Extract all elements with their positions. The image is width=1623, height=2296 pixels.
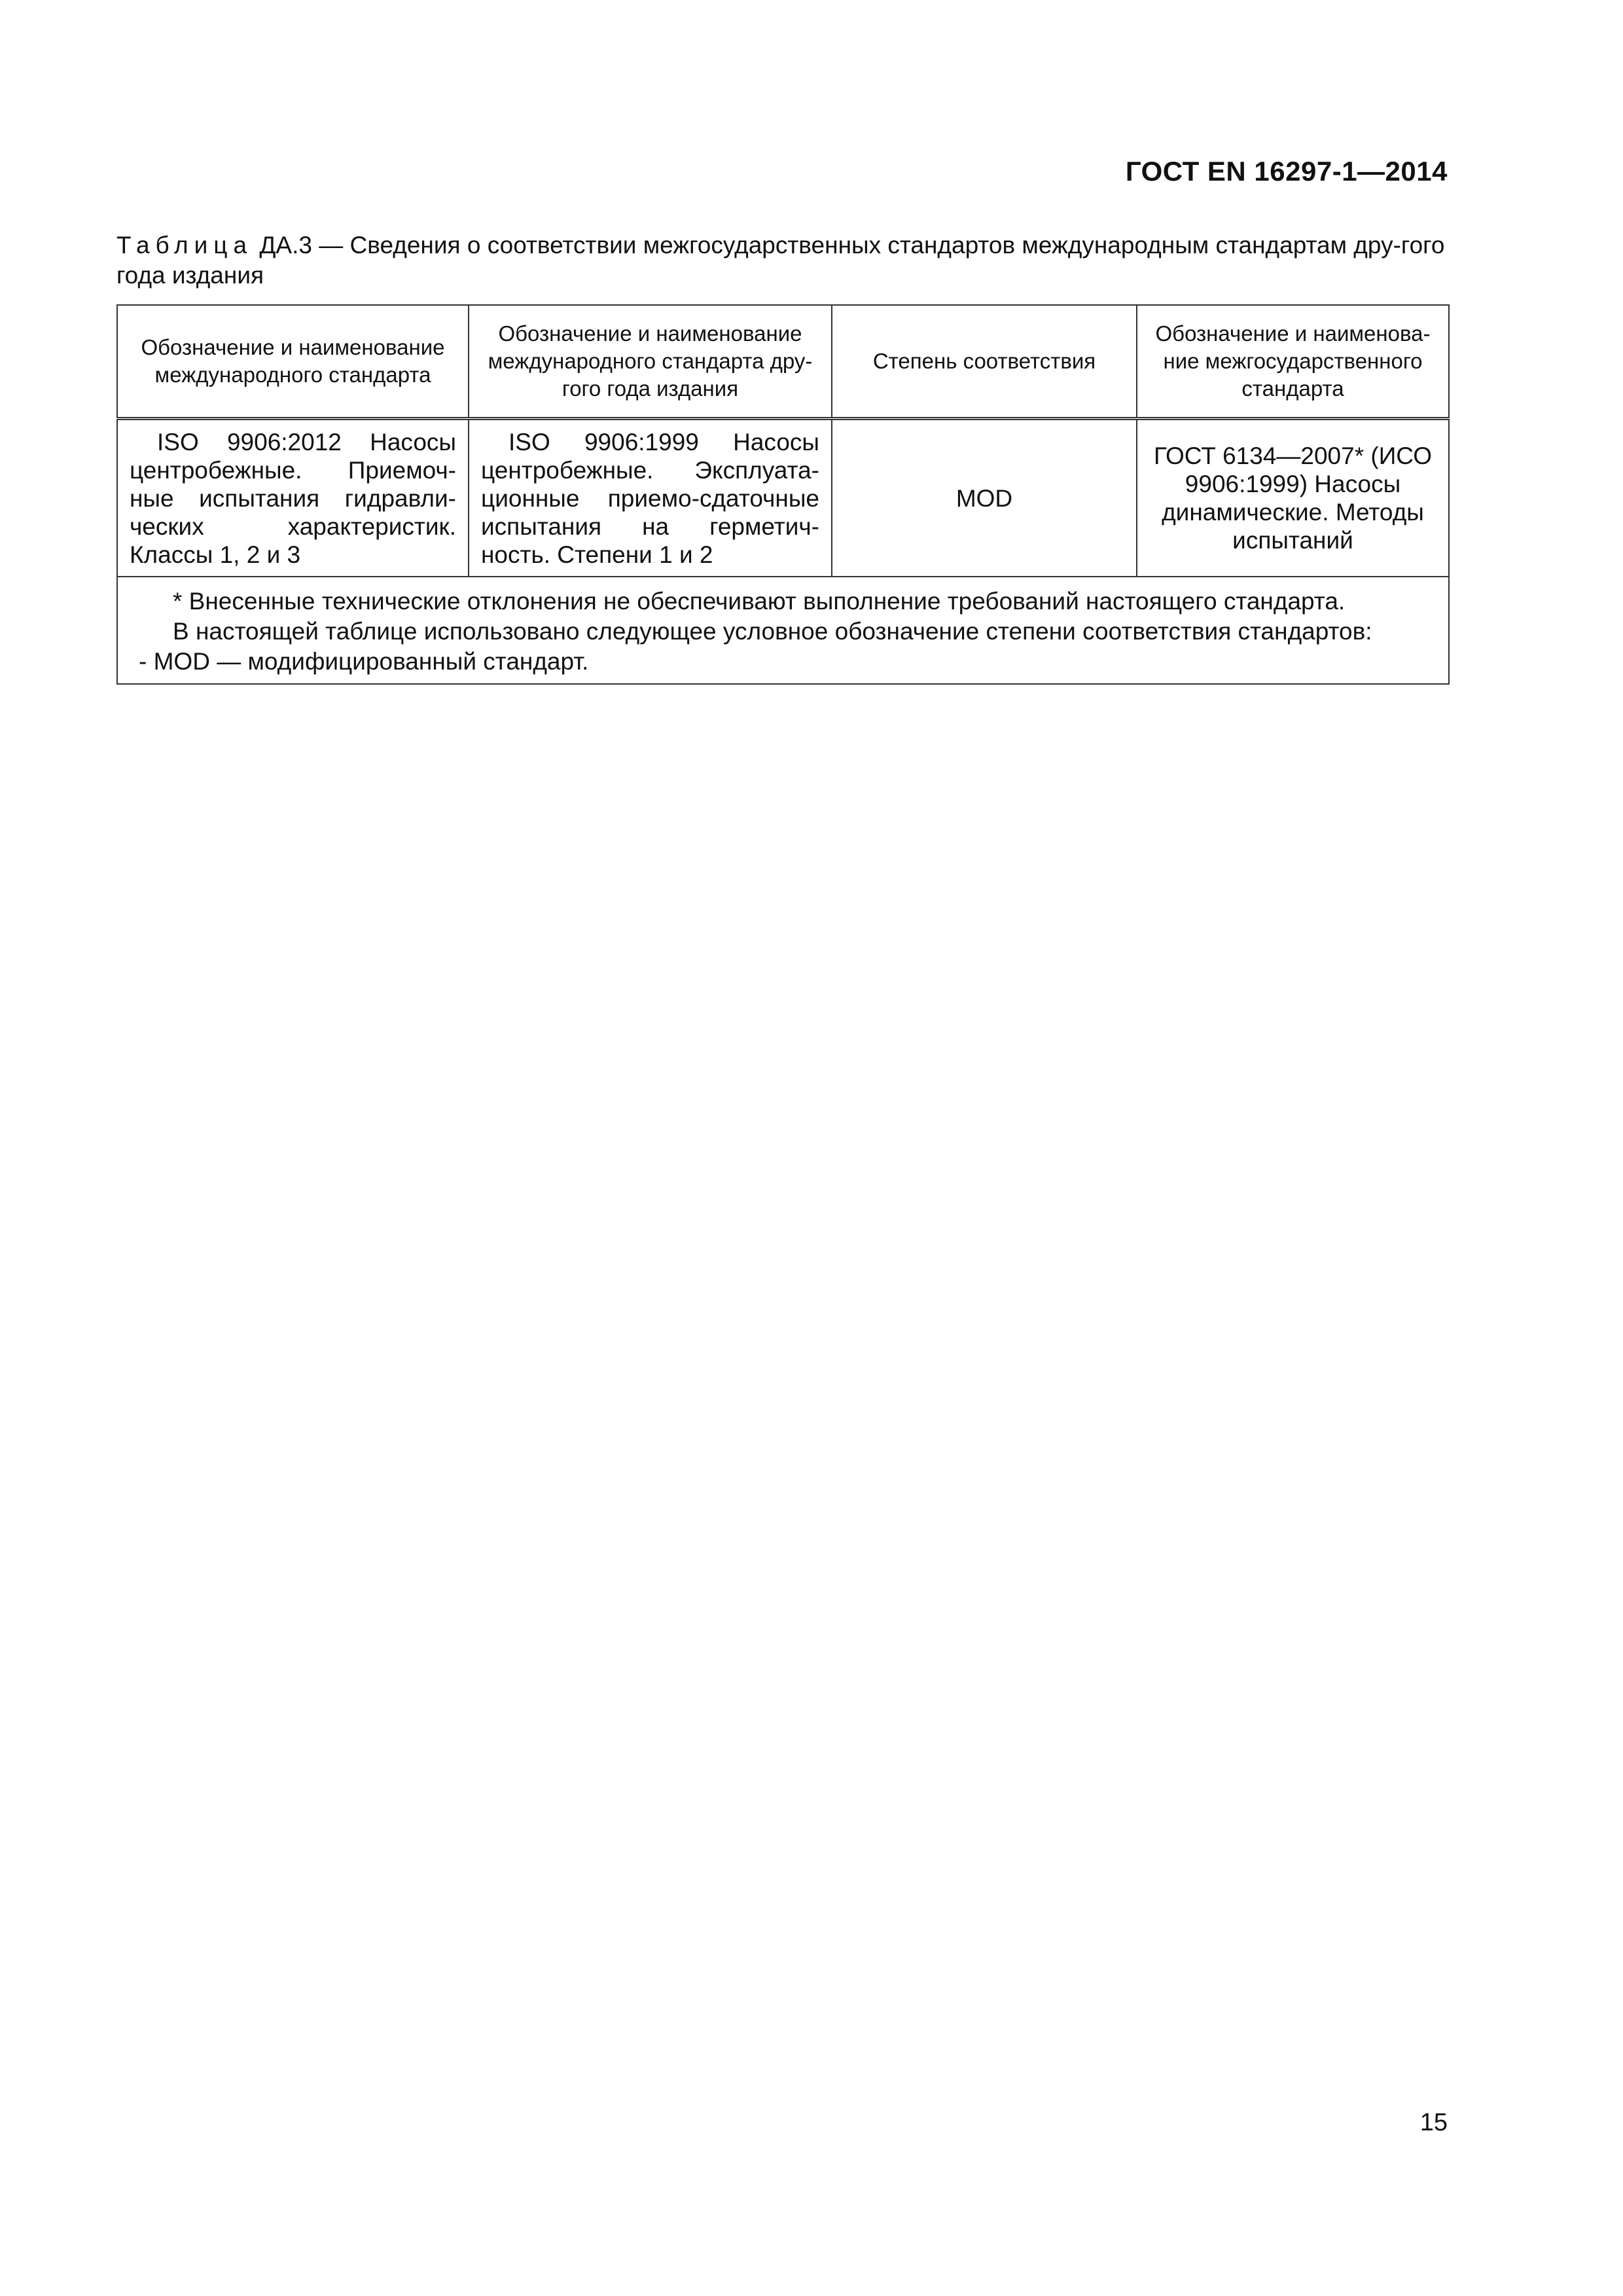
document-code: ГОСТ EN 16297-1—2014 bbox=[1125, 156, 1448, 187]
correspondence-table bbox=[116, 304, 1450, 685]
table-notes bbox=[117, 577, 1449, 684]
page-number: 15 bbox=[1419, 2109, 1448, 2136]
table-caption bbox=[116, 230, 1448, 291]
column-header-degree: Степень соответствия bbox=[832, 305, 1137, 419]
column-header-interstate-standard: Обозначение и наименова-ние межгосударственного стандарта bbox=[1137, 305, 1449, 419]
table-caption-text: — Сведения о соответствии межгосударственных стандартов международным стандартам дру-гого года издания bbox=[116, 232, 1445, 289]
cell-intl-standard bbox=[117, 419, 469, 577]
table-header-row bbox=[117, 305, 1449, 419]
note-mod-definition: - MOD — модифицированный стандарт. bbox=[139, 648, 589, 675]
table-notes-row bbox=[117, 577, 1449, 684]
cell-interstate-standard: ГОСТ 6134—2007* (ИСО 9906:1999) Насосы динамические. Методы испытаний bbox=[1137, 419, 1449, 577]
note-footnote: * Внесенные технические отклонения не обеспечивают выполнение требований настоящего стандарта. bbox=[173, 588, 1346, 615]
note-legend: В настоящей таблице использовано следующее условное обозначение степени соответствия стандартов: bbox=[173, 618, 1372, 645]
cell-other-year-standard bbox=[469, 419, 832, 577]
column-header-intl-standard: Обозначение и наименование международного стандарта bbox=[117, 305, 469, 419]
table-row bbox=[117, 419, 1449, 577]
cell-intl-standard-text: ISO 9906:2012 Насосы центробежные. Приемоч-ные испытания гидравли-ческих характеристик. Классы 1, 2 и 3 bbox=[130, 428, 456, 568]
table-caption-label: Таблица bbox=[116, 232, 253, 259]
column-header-other-year-standard: Обозначение и наименование международного стандарта дру-гого года издания bbox=[469, 305, 832, 419]
cell-degree: MOD bbox=[832, 419, 1137, 577]
table-caption-number: ДА.3 bbox=[259, 232, 312, 259]
cell-other-year-standard-text: ISO 9906:1999 Насосы центробежные. Эксплуата-ционные приемо-сдаточные испытания на герметич-ность. Степени 1 и 2 bbox=[481, 428, 819, 568]
